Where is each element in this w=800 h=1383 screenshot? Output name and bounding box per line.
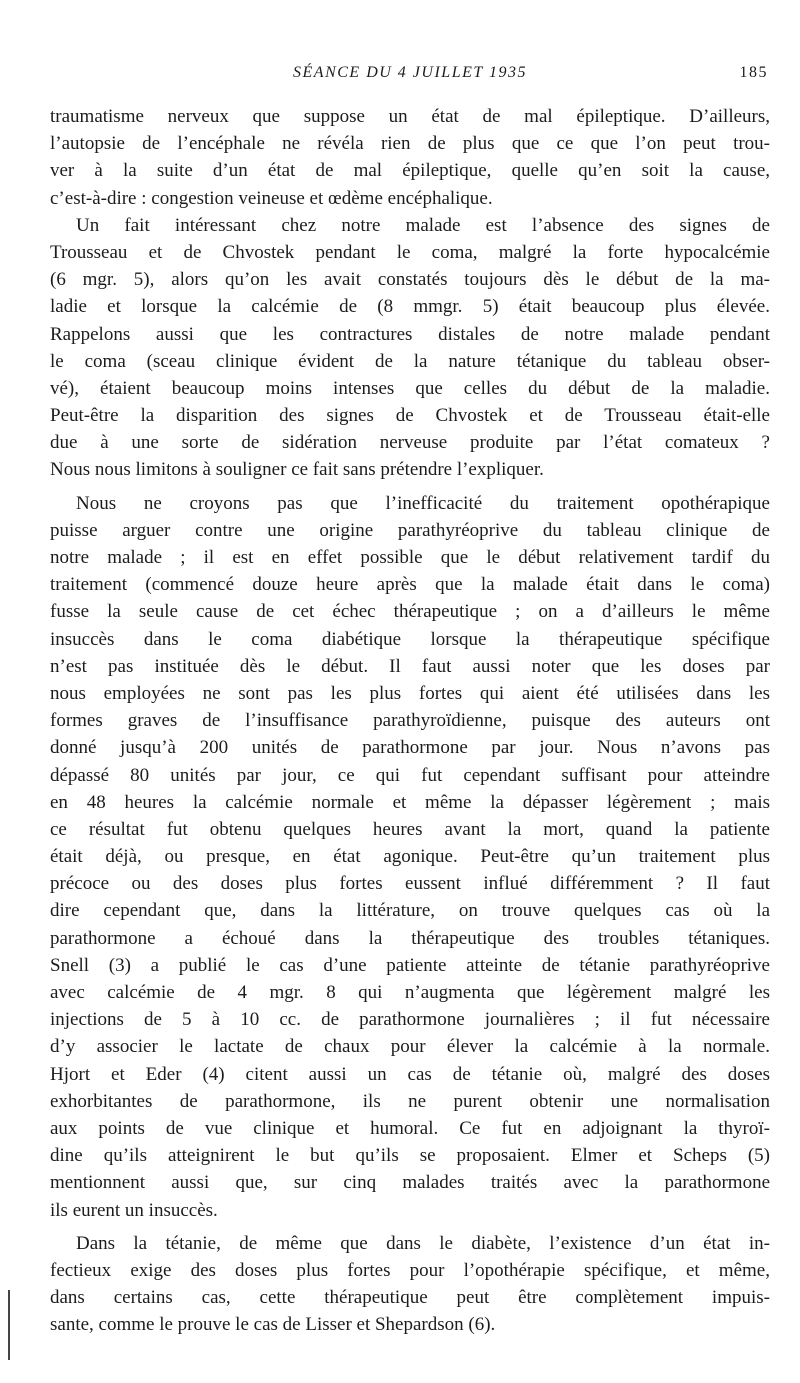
text-line: donné jusqu’à 200 unités de parathormone par jour. Nous n’avons pas [50, 737, 770, 759]
paragraph [50, 490, 770, 1224]
page-number: 185 [739, 64, 768, 81]
text-line: fusse la seule cause de cet échec thérapeutique ; on a d’ailleurs le même [50, 601, 770, 623]
text-line: parathormone a échoué dans la thérapeutique des troubles tétaniques. [50, 927, 770, 949]
text-line: traitement (commencé douze heure après que la malade était dans le coma) [50, 574, 770, 596]
paragraph [50, 1230, 770, 1339]
text-line: (6 mgr. 5), alors qu’on les avait constatés toujours dès le début de la ma- [50, 269, 770, 291]
text-line: Nous ne croyons pas que l’inefficacité du traitement opothérapique [76, 492, 770, 514]
text-line: vé), étaient beaucoup moins intenses que celles du début de la maladie. [50, 377, 770, 399]
text-line: mentionnent aussi que, sur cinq malades traités avec la parathormone [50, 1172, 770, 1194]
text-line: ladie et lorsque la calcémie de (8 mmgr. 5) était beaucoup plus élevée. [50, 296, 770, 318]
text-line: le coma (sceau clinique évident de la nature tétanique du tableau obser- [50, 350, 770, 372]
body-text [50, 103, 770, 1338]
text-line: était déjà, ou presque, en état agonique. Peut-être qu’un traitement plus [50, 846, 770, 868]
text-line: n’est pas instituée dès le début. Il faut aussi noter que les doses par [50, 655, 770, 677]
text-line: sante, comme le prouve le cas de Lisser et Shepardson (6). [50, 1314, 496, 1336]
text-line: en 48 heures la calcémie normale et même la dépasser légèrement ; mais [50, 791, 770, 813]
text-line: ils eurent un insuccès. [50, 1199, 218, 1221]
text-line: due à une sorte de sidération nerveuse produite par l’état comateux ? [50, 432, 770, 454]
text-line: exhorbitantes de parathormone, ils ne purent obtenir une normalisation [50, 1090, 770, 1112]
text-line: dire cependant que, dans la littérature, on trouve quelques cas où la [50, 900, 770, 922]
text-line: nous employées ne sont pas les plus fortes qui aient été utilisées dans les [50, 682, 770, 704]
text-line: Trousseau et de Chvostek pendant le coma, malgré la forte hypocalcémie [50, 241, 770, 263]
text-line: insuccès dans le coma diabétique lorsque la thérapeutique spécifique [50, 628, 770, 650]
text-line: traumatisme nerveux que suppose un état de mal épileptique. D’ailleurs, [50, 106, 770, 127]
text-line: formes graves de l’insuffisance parathyroïdienne, puisque des auteurs ont [50, 710, 770, 732]
text-line: notre malade ; il est en effet possible que le début relativement tardif du [50, 547, 770, 568]
text-line: c’est-à-dire : congestion veineuse et œdème encéphalique. [50, 187, 493, 209]
text-line: dine qu’ils atteignirent le but qu’ils se proposaient. Elmer et Scheps (5) [50, 1145, 770, 1167]
text-line: Hjort et Eder (4) citent aussi un cas de tétanie où, malgré des doses [50, 1063, 770, 1085]
text-line: Nous nous limitons à souligner ce fait sans prétendre l’expliquer. [50, 459, 544, 481]
text-line: dans certains cas, cette thérapeutique peut être complètement impuis- [50, 1287, 770, 1309]
text-line: puisse arguer contre une origine parathyréoprive du tableau clinique de [50, 519, 770, 541]
text-line: Dans la tétanie, de même que dans le diabète, l’existence d’un état in- [76, 1232, 770, 1254]
paragraph [50, 103, 770, 212]
text-line: fectieux exige des doses plus fortes pour l’opothérapie spécifique, et même, [50, 1259, 770, 1281]
text-line: Un fait intéressant chez notre malade est l’absence des signes de [76, 214, 770, 236]
text-line: précoce ou des doses plus fortes eussent influé différemment ? Il faut [50, 873, 770, 895]
text-line: ver à la suite d’un état de mal épileptique, quelle qu’en soit la cause, [50, 160, 770, 182]
text-line: dépassé 80 unités par jour, ce qui fut cependant suffisant pour atteindre [50, 764, 770, 786]
running-header [52, 64, 768, 88]
text-line: Peut-être la disparition des signes de Chvostek et de Trousseau était-elle [50, 405, 770, 427]
text-line: avec calcémie de 4 mgr. 8 qui n’augmenta que légèrement malgré les [50, 982, 770, 1003]
paragraph [50, 212, 770, 484]
text-line: Snell (3) a publié le cas d’une patiente atteinte de tétanie parathyréoprive [50, 954, 770, 976]
running-title: SÉANCE DU 4 JUILLET 1935 [293, 64, 527, 81]
scan-margin-mark [8, 1290, 10, 1360]
text-line: d’y associer le lactate de chaux pour élever la calcémie à la normale. [50, 1036, 770, 1058]
text-line: ce résultat fut obtenu quelques heures avant la mort, quand la patiente [50, 818, 770, 840]
text-line: aux points de vue clinique et humoral. Ce fut en adjoignant la thyroï- [50, 1117, 770, 1139]
text-line: Rappelons aussi que les contractures distales de notre malade pendant [50, 323, 770, 345]
text-line: l’autopsie de l’encéphale ne révéla rien de plus que ce que l’on peut trou- [50, 133, 770, 155]
text-line: injections de 5 à 10 cc. de parathormone journalières ; il fut nécessaire [50, 1009, 770, 1031]
